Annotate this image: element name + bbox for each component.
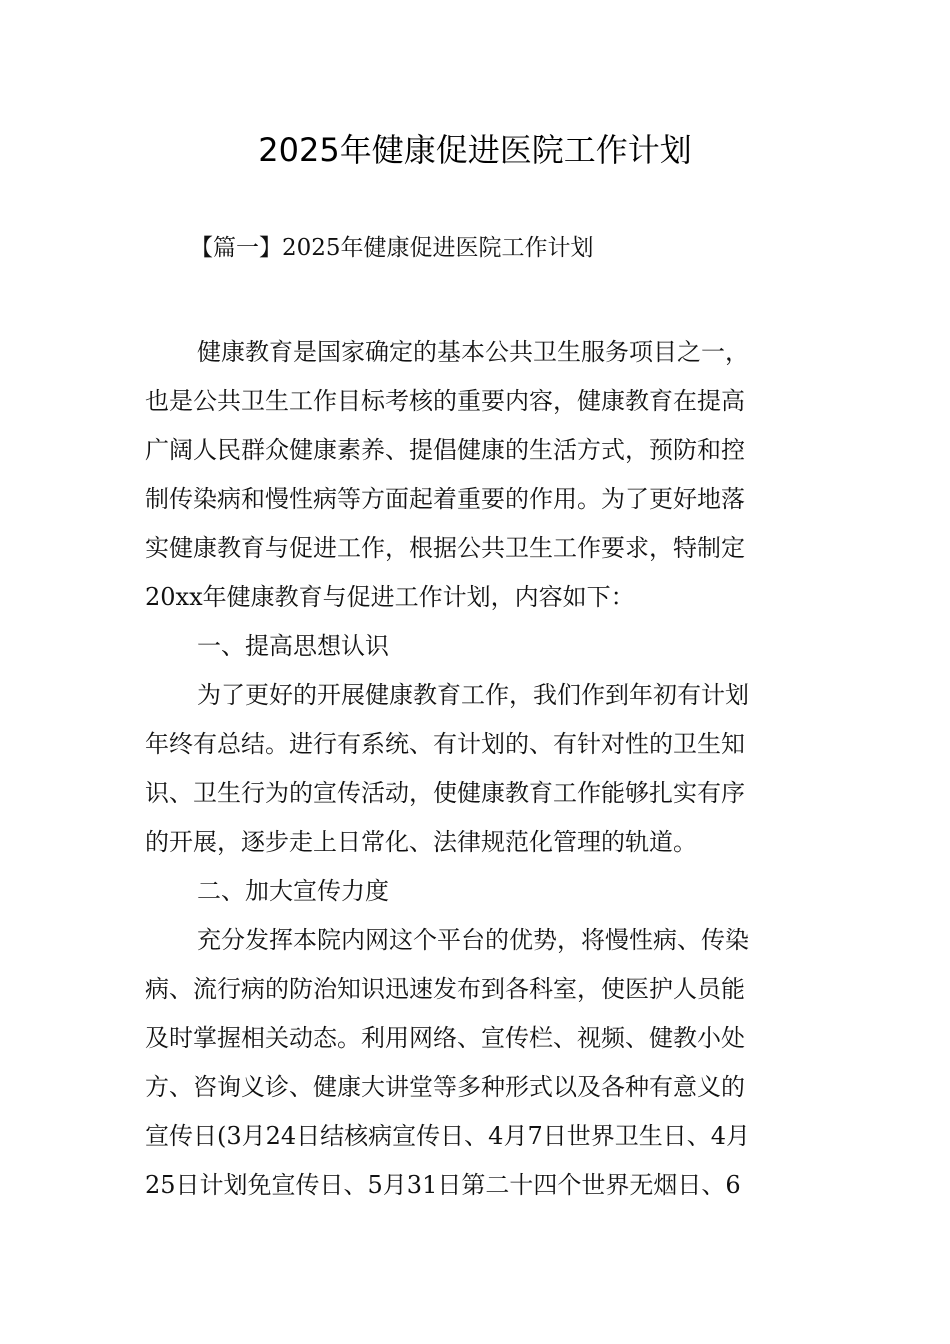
paragraph-line: 宣传日(3月24日结核病宣传日、4月7日世界卫生日、4月	[145, 1122, 750, 1150]
paragraph-line: 健康教育是国家确定的基本公共卫生服务项目之一，	[197, 338, 749, 366]
paragraph-line: 及时掌握相关动态。利用网络、宣传栏、视频、健教小处	[145, 1024, 745, 1052]
paragraph-line: 充分发挥本院内网这个平台的优势，将慢性病、传染	[197, 926, 749, 954]
paragraph-line: 25日计划免宣传日、5月31日第二十四个世界无烟日、6	[145, 1171, 741, 1199]
paragraph-line: 实健康教育与促进工作，根据公共卫生工作要求，特制定	[145, 534, 745, 562]
section-heading: 【篇一】2025年健康促进医院工作计划	[190, 235, 594, 261]
paragraph-line: 方、咨询义诊、健康大讲堂等多种形式以及各种有意义的	[145, 1073, 745, 1101]
paragraph-line: 病、流行病的防治知识迅速发布到各科室，使医护人员能	[145, 975, 745, 1003]
paragraph-line: 年终有总结。进行有系统、有计划的、有针对性的卫生知	[145, 730, 745, 758]
section-heading-1: 一、提高思想认识	[197, 632, 389, 660]
body-text	[145, 328, 809, 1210]
document-title: 2025年健康促进医院工作计划	[258, 131, 692, 169]
paragraph-line: 制传染病和慢性病等方面起着重要的作用。为了更好地落	[145, 485, 745, 513]
paragraph-line: 20xx年健康教育与促进工作计划，内容如下：	[145, 583, 635, 611]
section-heading-2: 二、加大宣传力度	[197, 877, 389, 905]
paragraph-line: 为了更好的开展健康教育工作，我们作到年初有计划	[197, 681, 749, 709]
paragraph-line: 识、卫生行为的宣传活动，使健康教育工作能够扎实有序	[145, 779, 745, 807]
paragraph-line: 也是公共卫生工作目标考核的重要内容，健康教育在提高	[145, 387, 745, 415]
paragraph-line: 的开展，逐步走上日常化、法律规范化管理的轨道。	[145, 828, 697, 856]
paragraph-line: 广阔人民群众健康素养、提倡健康的生活方式，预防和控	[145, 436, 745, 464]
